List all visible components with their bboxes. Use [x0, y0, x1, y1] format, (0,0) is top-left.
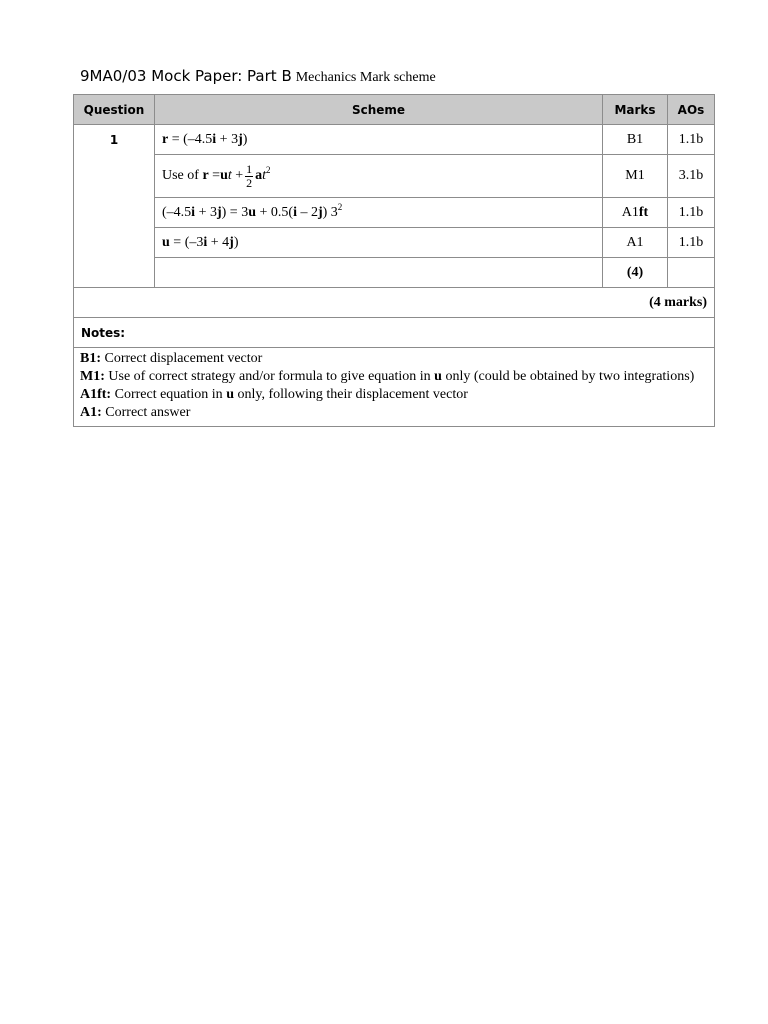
mark-cell: A1ft	[603, 198, 668, 228]
scheme-cell	[155, 228, 603, 258]
note-b1	[80, 350, 708, 368]
ao-cell-empty	[668, 258, 715, 288]
table-row	[74, 228, 715, 258]
scheme-text: (–4.5i + 3j) = 3u + 0.5(i – 2j) $3^2$	[162, 201, 343, 220]
mark-cell: A1	[603, 228, 668, 258]
total-marks: (4 marks)	[74, 288, 715, 318]
header-question: Question	[74, 95, 155, 125]
header-marks: Marks	[603, 95, 668, 125]
note-a1ft	[80, 386, 708, 404]
scheme-cell-empty	[155, 258, 603, 288]
page-title-sub: Mechanics Mark scheme	[295, 70, 436, 85]
total-row	[74, 288, 715, 318]
note-text: Correct answer	[105, 405, 191, 420]
mark-scheme-table	[73, 94, 715, 427]
note-label: A1ft:	[80, 387, 112, 402]
note-a1	[80, 404, 708, 422]
question-number: 1	[74, 125, 155, 288]
mark-cell: M1	[603, 155, 668, 198]
notes-body	[74, 348, 715, 427]
subtotal-mark-cell: (4)	[603, 258, 668, 288]
scheme-cell	[155, 125, 603, 155]
table-row	[74, 155, 715, 198]
scheme-cell	[155, 155, 603, 198]
scheme-text: r = (–4.5i + 3j)	[162, 131, 248, 147]
scheme-cell	[155, 198, 603, 228]
scheme-text: u = (–3i + 4j)	[162, 234, 239, 250]
notes-heading: Notes:	[74, 318, 715, 348]
scheme-text: Use of r =ut + $\frac{1}{2}$ $at^2$	[162, 161, 271, 190]
page-title-main: 9MA0/03 Mock Paper: Part B	[80, 67, 292, 85]
notes-heading-row	[74, 318, 715, 348]
note-text: Use of correct strategy and/or formula to give equation in u only (could be obtained by two integrations)	[108, 369, 695, 384]
ao-cell: 3.1b	[668, 155, 715, 198]
note-label: A1:	[80, 405, 102, 420]
page-title	[80, 67, 436, 86]
note-label: M1:	[80, 369, 105, 384]
table-header-row	[74, 95, 715, 125]
note-text: Correct equation in u only, following their displacement vector	[114, 387, 468, 402]
ao-cell: 1.1b	[668, 125, 715, 155]
note-m1	[80, 368, 708, 386]
ao-cell: 1.1b	[668, 198, 715, 228]
header-scheme: Scheme	[155, 95, 603, 125]
note-label: B1:	[80, 351, 101, 366]
mark-cell: B1	[603, 125, 668, 155]
table-row	[74, 258, 715, 288]
fraction-half: $\frac{1}{2}$	[246, 161, 253, 190]
header-aos: AOs	[668, 95, 715, 125]
notes-row	[74, 348, 715, 427]
table-row	[74, 198, 715, 228]
ao-cell: 1.1b	[668, 228, 715, 258]
note-text: Correct displacement vector	[104, 351, 263, 366]
table-row	[74, 125, 715, 155]
